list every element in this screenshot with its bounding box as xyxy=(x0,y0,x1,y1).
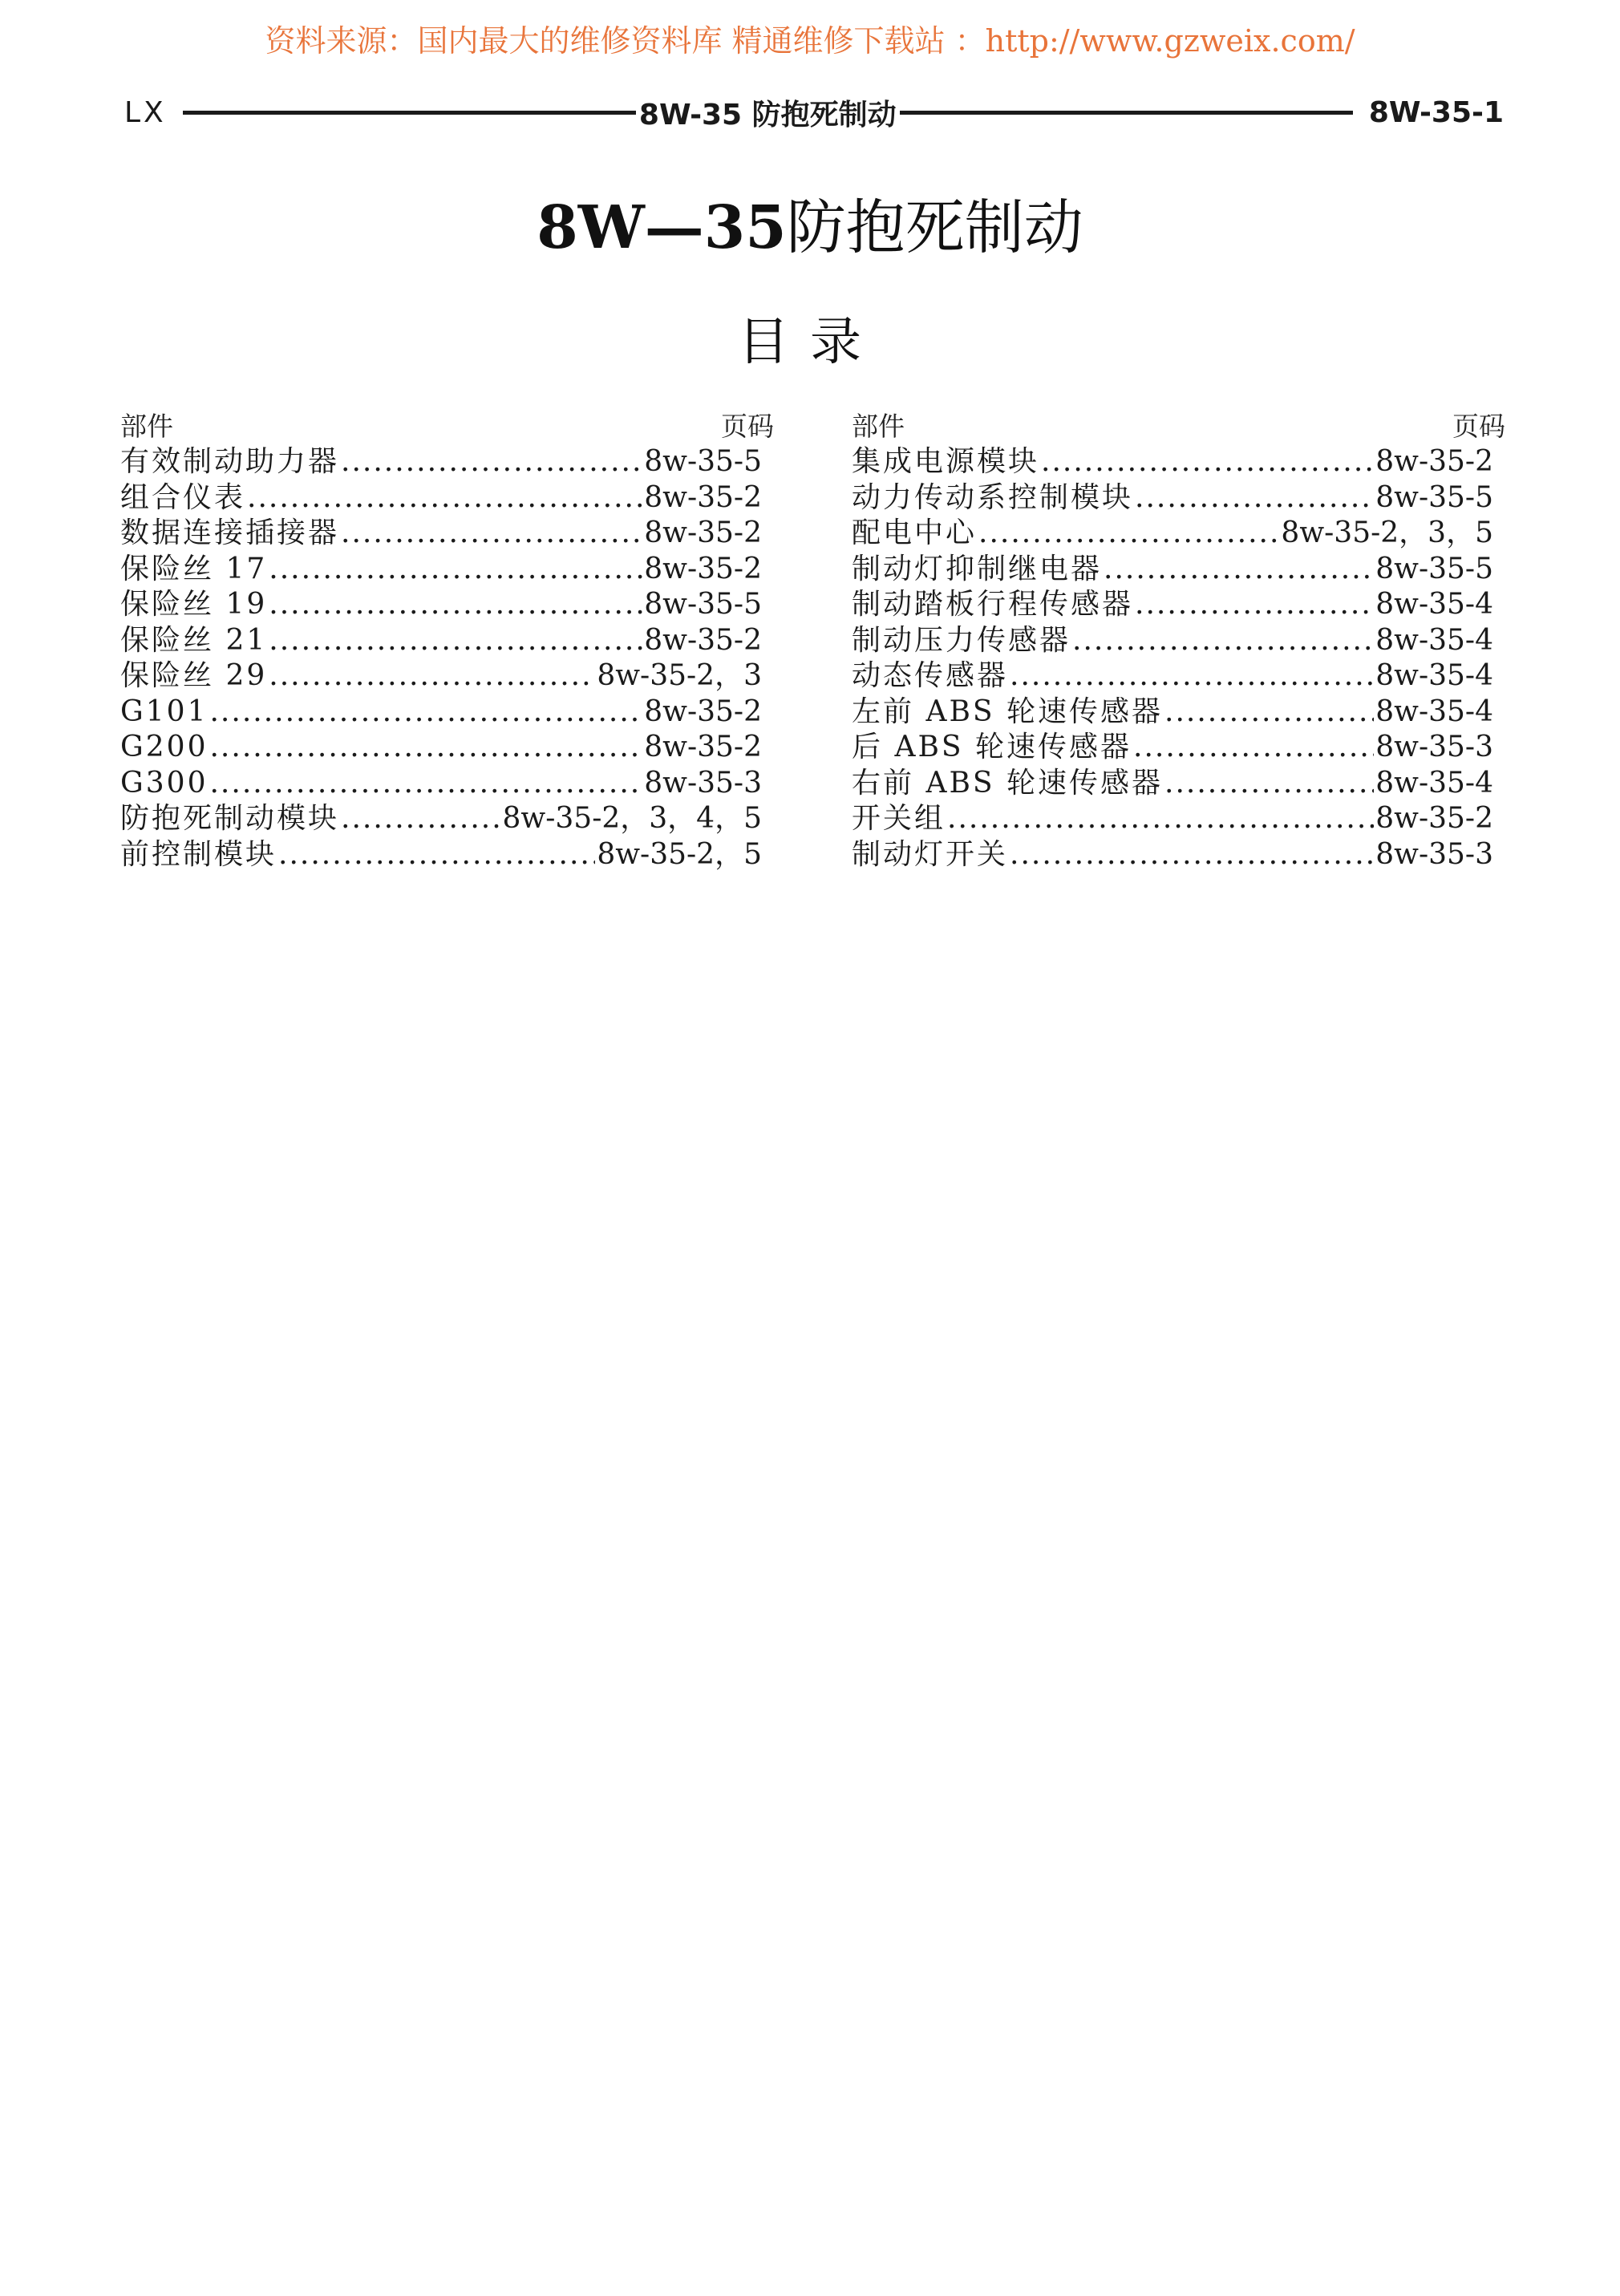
toc-entry-name: 保险丝 29 xyxy=(120,659,268,692)
toc-entry-name: 动力传动系控制模块 xyxy=(852,480,1134,514)
toc-entry-name: 制动灯抑制继电器 xyxy=(852,552,1103,585)
toc-dot-leader xyxy=(269,587,642,623)
toc-dot-leader xyxy=(341,801,501,837)
toc-header-page: 页码 xyxy=(1452,411,1505,442)
toc-entry-name: 集成电源模块 xyxy=(852,445,1040,478)
toc-entry[interactable] xyxy=(852,623,1493,659)
toc-dot-leader xyxy=(1164,766,1374,802)
toc-dot-leader xyxy=(1010,658,1374,694)
toc-dot-leader xyxy=(1135,480,1374,516)
toc-entry-name: 数据连接插接器 xyxy=(120,516,340,549)
toc-dot-leader xyxy=(1010,837,1374,873)
toc-dot-leader xyxy=(209,730,642,766)
toc-entry-name: 制动灯开关 xyxy=(852,837,1009,871)
toc-header-page: 页码 xyxy=(721,411,774,442)
toc-entry-name: G101 xyxy=(120,694,209,728)
toc-dot-leader xyxy=(1104,552,1374,588)
toc-column-right xyxy=(852,409,1509,873)
toc-entry[interactable] xyxy=(120,730,762,766)
toc-entry-page: 8w-35-3 xyxy=(1375,837,1493,871)
page-title-code: 8W—35 xyxy=(537,193,787,262)
toc-entry-page: 8w-35-2 xyxy=(644,623,762,657)
toc-entry[interactable] xyxy=(120,516,762,552)
toc-dot-leader xyxy=(341,444,642,480)
toc-dot-leader xyxy=(269,552,642,588)
toc-entry-name: 组合仪表 xyxy=(120,480,246,514)
toc-entry-page: 8w-35-3 xyxy=(644,766,762,800)
toc-entry[interactable] xyxy=(120,801,762,837)
toc-entry-page: 8w-35-2，3，5 xyxy=(1281,516,1493,549)
toc-entry-page: 8w-35-5 xyxy=(1375,480,1493,514)
toc-header-part: 部件 xyxy=(852,411,905,442)
toc-entry-page: 8w-35-2，5 xyxy=(597,837,762,871)
toc-entry[interactable] xyxy=(852,444,1493,480)
toc-entry-name: 右前 ABS 轮速传感器 xyxy=(852,766,1164,800)
toc-entry-page: 8w-35-2 xyxy=(644,552,762,585)
toc-dot-leader xyxy=(341,516,642,552)
running-head-page-number: 8W-35-1 xyxy=(1368,95,1505,129)
toc-dot-leader xyxy=(978,516,1279,552)
toc-entry-page: 8w-35-4 xyxy=(1375,694,1493,728)
toc-column-header xyxy=(852,409,1505,444)
toc-dot-leader xyxy=(947,801,1374,837)
page-title xyxy=(0,180,1620,265)
toc-entry-name: 前控制模块 xyxy=(120,837,277,871)
toc-entry[interactable] xyxy=(852,766,1493,802)
toc-entry-name: 防抱死制动模块 xyxy=(120,802,340,835)
toc-dot-leader xyxy=(209,766,642,802)
toc-dot-leader xyxy=(247,480,642,516)
toc-entry[interactable] xyxy=(120,480,762,516)
toc-heading: 目录 xyxy=(738,313,882,372)
toc-dot-leader xyxy=(1072,623,1374,659)
toc-dot-leader xyxy=(1135,587,1374,623)
toc-entry-name: 后 ABS 轮速传感器 xyxy=(852,731,1132,763)
running-head-rule-right xyxy=(900,111,1353,115)
toc-entry[interactable] xyxy=(120,766,762,802)
toc-entry-page: 8w-35-4 xyxy=(1375,766,1493,800)
toc-entry-name: G300 xyxy=(120,766,209,800)
toc-entry-page: 8w-35-5 xyxy=(644,588,762,621)
toc-entry[interactable] xyxy=(120,658,762,694)
toc-entry[interactable] xyxy=(852,480,1493,516)
toc-entry[interactable] xyxy=(120,623,762,659)
toc-dot-leader xyxy=(1164,694,1374,731)
toc-entry-page: 8w-35-2 xyxy=(644,516,762,549)
toc-entry[interactable] xyxy=(120,552,762,588)
toc-entry-name: 保险丝 21 xyxy=(120,623,268,657)
toc-entry-name: 制动压力传感器 xyxy=(852,623,1071,657)
running-head-rule-left xyxy=(183,111,636,115)
toc-dot-leader xyxy=(1133,730,1374,766)
toc-dot-leader xyxy=(1041,444,1374,480)
toc-entry-list xyxy=(120,444,778,873)
toc-entry-list xyxy=(852,444,1509,873)
toc-entry-page: 8w-35-5 xyxy=(1375,552,1493,585)
toc-entry-page: 8w-35-2 xyxy=(1375,445,1493,478)
running-head xyxy=(124,88,1504,136)
toc-entry-page: 8w-35-4 xyxy=(1375,623,1493,657)
toc-entry-name: 保险丝 19 xyxy=(120,588,268,621)
toc-entry[interactable] xyxy=(852,516,1493,552)
toc-column-header xyxy=(120,409,774,444)
toc-entry-page: 8w-35-4 xyxy=(1375,659,1493,692)
toc-entry-page: 8w-35-2，3，4，5 xyxy=(502,802,762,835)
toc-dot-leader xyxy=(209,694,642,731)
toc-entry[interactable] xyxy=(852,587,1493,623)
running-head-center: 8W-35 防抱死制动 xyxy=(638,98,897,132)
toc-entry-page: 8w-35-2 xyxy=(644,731,762,763)
toc-entry-page: 8w-35-5 xyxy=(644,445,762,478)
page-title-text: 防抱死制动 xyxy=(786,193,1083,262)
toc-entry-name: 左前 ABS 轮速传感器 xyxy=(852,694,1164,728)
toc-entry[interactable] xyxy=(120,837,762,873)
running-head-left: LX xyxy=(124,95,167,129)
toc-entry-page: 8w-35-3 xyxy=(1375,731,1493,763)
toc-entry-name: 有效制动助力器 xyxy=(120,445,340,478)
toc-entry-page: 8w-35-2 xyxy=(644,694,762,728)
toc-entry-name: 制动踏板行程传感器 xyxy=(852,588,1134,621)
toc-entry[interactable] xyxy=(852,694,1493,731)
toc-entry-name: 开关组 xyxy=(852,802,946,835)
toc-entry[interactable] xyxy=(852,837,1493,873)
toc-entry-name: 保险丝 17 xyxy=(120,552,268,585)
toc-dot-leader xyxy=(269,658,595,694)
toc-entry-name: 动态传感器 xyxy=(852,659,1009,692)
toc-entry[interactable] xyxy=(120,694,762,731)
toc-dot-leader xyxy=(278,837,595,873)
toc-entry-name: G200 xyxy=(120,731,209,763)
toc-entry-page: 8w-35-2 xyxy=(1375,802,1493,835)
toc-entry[interactable] xyxy=(120,444,762,480)
toc-entry-page: 8w-35-2，3 xyxy=(597,659,762,692)
toc-entry-page: 8w-35-4 xyxy=(1375,588,1493,621)
toc-entry-name: 配电中心 xyxy=(852,516,978,549)
toc-header-part: 部件 xyxy=(120,411,173,442)
toc-column-left xyxy=(120,409,778,873)
toc-entry[interactable] xyxy=(852,552,1493,588)
source-banner: 资料来源：国内最大的维修资料库 精通维修下载站 ：http://www.gzweix.com/ xyxy=(265,23,1355,59)
toc-entry[interactable] xyxy=(852,730,1493,766)
toc-entry[interactable] xyxy=(852,658,1493,694)
toc-entry[interactable] xyxy=(120,587,762,623)
toc-dot-leader xyxy=(269,623,642,659)
toc-entry-page: 8w-35-2 xyxy=(644,480,762,514)
toc-entry[interactable] xyxy=(852,801,1493,837)
